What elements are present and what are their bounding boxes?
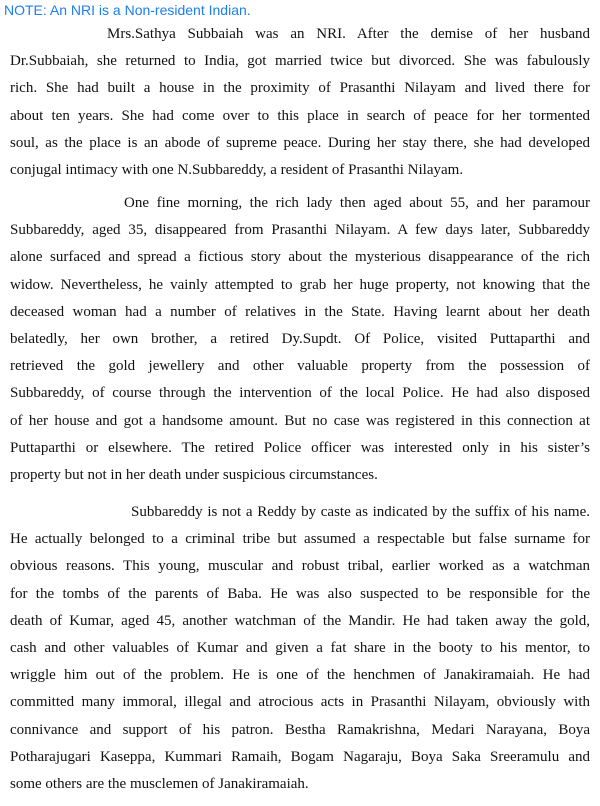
text-line: rich. She had built a house in the proximity of Prasanthi Nilayam and lived there for [10,80,590,97]
text-line: death of Kumar, aged 45, another watchman of the Mandir. He had taken away the gold, [10,612,590,629]
text-line: conjugal intimacy with one N.Subbareddy, a resident of Prasanthi Nilayam. [10,161,464,178]
paragraph-3 [10,499,590,798]
text-line: Dr.Subbaiah, she returned to India, got married twice but divorced. She was fabulously [10,53,590,70]
text-line: alone surfaced and spread a fictious story about the mysterious disappearance of the rich [10,249,590,266]
text-line: retrieved the gold jewellery and other valuable property from the possession of [10,358,590,375]
text-line: committed many immoral, illegal and atrocious acts in Prasanthi Nilayam, obviously with [10,694,590,711]
text-line: deceased woman had a number of relatives in the State. Having learnt about her death [10,303,590,320]
text-line: Subbareddy is not a Reddy by caste as indicated by the suffix of his name. [131,504,590,520]
text-line: belatedly, her own brother, a retired Dy.Supdt. Of Police, visited Puttaparthi and [10,330,590,347]
note-text: NOTE: An NRI is a Non-resident Indian. [4,2,251,18]
text-line: obvious reasons. This young, muscular and robust tribal, earlier worked as a watchman [10,558,590,575]
text-line: soul, as the place is an abode of supreme peace. During her stay there, she had developed [10,134,590,151]
text-line: widow. Nevertheless, he vainly attempted to grab her huge property, not knowing that the [10,276,590,293]
text-line: wriggle him out of the problem. He is one of the henchmen of Janakiramaiah. He had [10,667,590,684]
text-line: He actually belonged to a criminal tribe but assumed a respectable but false surname for [10,531,590,548]
text-line: cash and other valuables of Kumar and given a fat share in the booty to his mentor, to [10,639,590,656]
text-line: connivance and support of his patron. Bestha Ramakrishna, Medari Narayana, Boya [10,721,590,738]
text-line: of her house and got a handsome amount. But no case was registered in this connection at [10,412,590,429]
text-line: Potharajugari Kaseppa, Kummari Ramaih, Bogam Nagaraju, Boya Saka Sreeramulu and [10,748,590,765]
text-line: property but not in her death under suspicious circumstances. [10,466,378,483]
text-line: Subbareddy, of course through the intervention of the local Police. He had also disposed [10,385,590,402]
paragraph-1 [10,21,590,184]
text-line: some others are the musclemen of Janakiramaiah. [10,775,309,792]
text-line: Subbareddy, aged 35, disappeared from Prasanthi Nilayam. A few days later, Subbareddy [10,222,590,239]
text-line: for the tombs of the parents of Baba. He was also suspected to be responsible for the [10,585,590,602]
text-line: Puttaparthi or elsewhere. The retired Police officer was interested only in his sister’s [10,439,590,456]
text-line: Mrs.Sathya Subbaiah was an NRI. After the demise of her husband [107,26,590,42]
text-line: One fine morning, the rich lady then aged about 55, and her paramour [124,195,590,211]
paragraph-2 [10,190,590,489]
text-line: about ten years. She had come over to this place in search of peace for her tormented [10,107,590,124]
